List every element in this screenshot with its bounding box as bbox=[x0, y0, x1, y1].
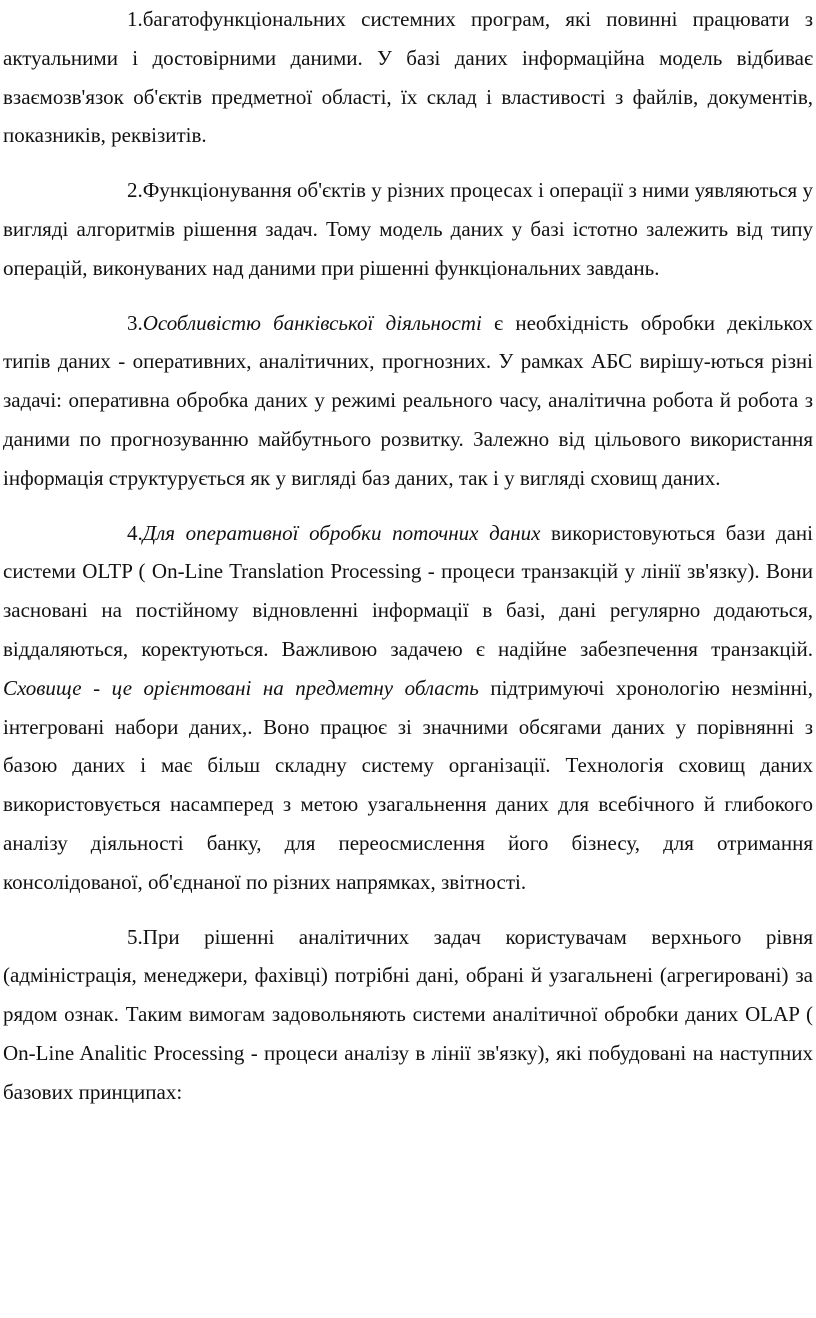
paragraph-5 bbox=[0, 918, 816, 1112]
paragraph-text: використовуються бази дані системи OLTP ( On-Line Translation Processing - процеси транзакцій у лінії зв'язку). Вони засновані на постійному відновленні інформації в базі, дані регулярно додаються, віддаляються, коректуються. Важливою задачею є надійне забезпечення транзакцій. bbox=[3, 520, 813, 661]
paragraph-number: 1. bbox=[127, 7, 143, 31]
paragraph-2 bbox=[0, 171, 816, 287]
paragraph-number: 4. bbox=[127, 520, 143, 545]
paragraph-text-2: підтримуючі хронологію незмінні, інтегровані набори даних,. Воно працює зі значними обсягами даних у порівнянні з базою даних і має більш складну систему організації. Технологія сховищ даних використовується насамперед з метою узагальнення даних для всебічного й глибокого аналізу діяльності банку, для переосмислення його бізнесу, для отримання консолідованої, об'єднаної по різних напрямках, звітності. bbox=[3, 675, 813, 894]
paragraph-text: багатофункціональних системних програм, які повинні працювати з актуальними і достовірними даними. У базі даних інформаційна модель відбиває взаємозв'язок об'єктів предметної області, їх склад і властивості з файлів, документів, показників, реквізитів. bbox=[3, 7, 813, 148]
paragraph-italic-phrase-2: Сховище - це орієнтовані на предметну область bbox=[3, 675, 479, 700]
paragraph-number: 3. bbox=[127, 310, 143, 335]
paragraph-3 bbox=[0, 304, 816, 498]
paragraph-italic-phrase: Для оперативної обробки поточних даних bbox=[142, 520, 541, 545]
paragraph-text: Функціонування об'єктів у різних процесах і операції з ними уявляються у вигляді алгоритмів рішення задач. Тому модель даних у базі істотно залежить від типу операцій, виконуваних над даними при рішенні функціональних завдань. bbox=[3, 178, 813, 280]
paragraph-1 bbox=[0, 0, 816, 155]
paragraph-4 bbox=[0, 514, 816, 902]
paragraph-number: 2. bbox=[127, 178, 143, 203]
paragraph-italic-phrase: Особливістю банківської діяльності bbox=[142, 310, 482, 335]
paragraph-text: При рішенні аналітичних задач користувачам верхнього рівня (адміністрація, менеджери, фахівці) потрібні дані, обрані й узагальнені (агрегировані) за рядом ознак. Таким вимогам задовольняють системи аналітичної обробки даних OLAP ( On-Line Analitic Processing - процеси аналізу в лінії зв'язку), які побудовані на наступних базових принципах: bbox=[3, 924, 813, 1104]
paragraph-number: 5. bbox=[127, 924, 143, 949]
paragraph-text: є необхідність обробки декількох типів даних - оперативних, аналітичних, прогнозних. У рамках АБС вирішу-ються різні задачі: оперативна обробка даних у режимі реального часу, аналітична робота й робота з даними по прогнозуванню майбутнього розвитку. Залежно від цільового використання інформація структурується як у вигляді баз даних, так і у вигляді сховищ даних. bbox=[3, 310, 813, 490]
